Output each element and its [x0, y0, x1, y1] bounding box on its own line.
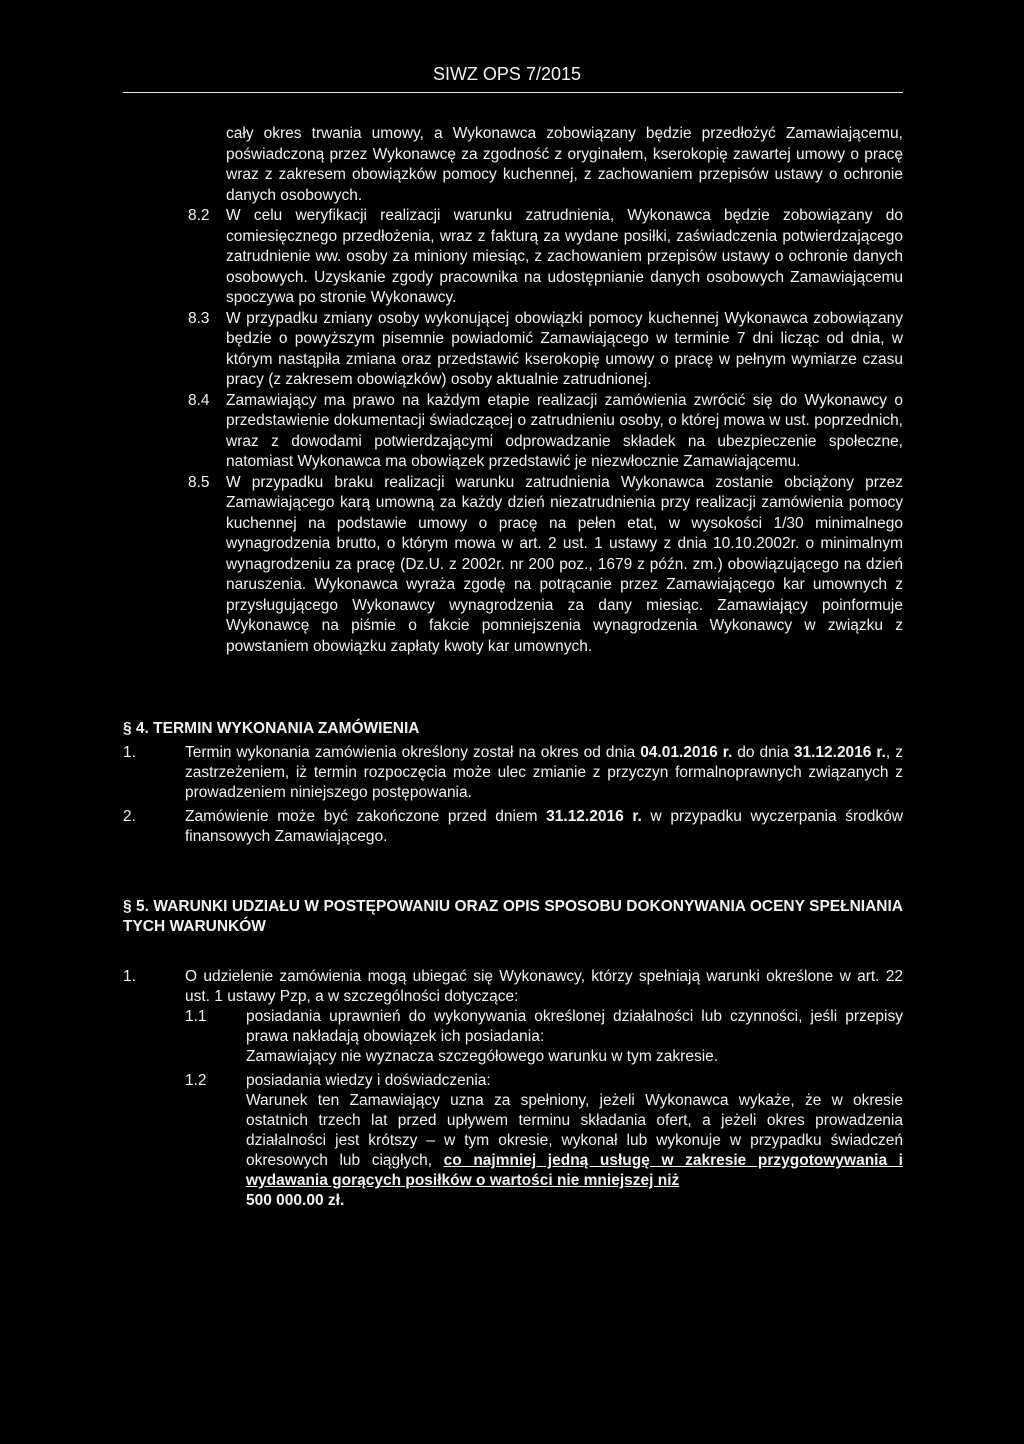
header-rule	[123, 92, 903, 93]
page-header	[123, 64, 903, 85]
item-text: Zamówienie może być zakończone przed dniem	[185, 808, 547, 825]
paragraph-number: 8.4	[188, 391, 210, 409]
paragraph-number: 8.5	[188, 473, 210, 491]
paragraph-text: W przypadku braku realizacji warunku zatrudnienia Wykonawca zostanie obciążony przez Zamawiającego karą umowną za każdy dzień niezatrudnienia przy realizacji zamówienia pomocy kuchennej na podstawie umowy o pracę na pełen etat, w wysokości 1/30 minimalnego wynagrodzenia brutto, o którym mowa w art. 2 ust. 1 ustawy z dnia 10.10.2002r. o minimalnym wynagrodzeniu za pracę (Dz.U. z 2002r. nr 200 poz., 1679 z późn. zm.) obowiązującego na dzień naruszenia. Wykonawca wyraża zgodę na potrącanie przez Zamawiającego kar umownych z przysługującego Wykonawcy wynagrodzenia za dany miesiąc. Zamawiający poinformuje Wykonawcę na piśmie o fakcie pomniejszenia wynagrodzenia Wykonawcy w związku z powstaniem obowiązku zapłaty kwoty kar umownych.	[226, 473, 903, 655]
item-text: O udzielenie zamówienia mogą ubiegać się Wykonawcy, którzy spełniają warunki określone w art. 22 ust. 1 ustawy Pzp, a w szczególności dotyczące:	[185, 968, 903, 1005]
paragraph-8-4	[123, 391, 903, 473]
section-5-subitem-1-2	[123, 1071, 903, 1211]
paragraph-text: W celu weryfikacji realizacji warunku zatrudnienia, Wykonawca będzie zobowiązany do comiesięcznego przedłożenia, wraz z fakturą za wydane posiłki, zaświadczenia potwierdzającego zatrudnienie ww. osoby za miniony miesiąc, z zachowaniem przepisów ustawy o ochronie danych osobowych. Uzyskanie zgody pracownika na udostępnianie danych osobowych Zamawiającemu spoczywa po stronie Wykonawcy.	[226, 207, 903, 306]
subitem-text: posiadania uprawnień do wykonywania określonej działalności lub czynności, jeśli przepisy prawa nakładają obowiązek ich posiadania:	[246, 1008, 903, 1045]
subitem-note: Zamawiający nie wyznacza szczegółowego warunku w tym zakresie.	[246, 1048, 719, 1065]
end-date: 31.12.2016 r.	[793, 744, 886, 761]
item-text: do dnia	[732, 744, 794, 761]
subitem-text: posiadania wiedzy i doświadczenia:	[246, 1072, 491, 1089]
document-body	[123, 124, 903, 1211]
minimum-amount: 500 000.00 zł.	[246, 1192, 345, 1209]
paragraph-number: 8.3	[188, 309, 210, 327]
section-5-subitem-1-1	[123, 1007, 903, 1067]
paragraph-8-2	[123, 206, 903, 309]
paragraph-text: W przypadku zmiany osoby wykonującej obowiązki pomocy kuchennej Wykonawca zobowiązany będzie o powyższym pisemnie powiadomić Zamawiającego w terminie 7 dni licząc od dnia, w którym nastąpiła zmiana oraz przedstawić kserokopię umowy o pracę w pełnym wymiarze czasu pracy (z zakresem obowiązków) osoby aktualnie zatrudnionej.	[226, 309, 903, 388]
section-5-title: § 5. WARUNKI UDZIAŁU W POSTĘPOWANIU ORAZ OPIS SPOSOBU DOKONYWANIA OCENY SPEŁNIANIA TYCH WARUNKÓW	[123, 898, 903, 935]
section-5-item-1	[123, 967, 903, 1007]
paragraph-8-5	[123, 473, 903, 658]
section-4-title: § 4. TERMIN WYKONANIA ZAMÓWIENIA	[123, 720, 420, 737]
intro-paragraph	[123, 124, 903, 206]
subitem-number: 1.1	[185, 1008, 207, 1025]
section-4-item-2	[123, 807, 903, 847]
document-reference: SIWZ OPS 7/2015	[432, 64, 581, 84]
start-date: 04.01.2016 r.	[640, 744, 733, 761]
item-text: , z zastrzeżeniem, iż termin rozpoczęcia może ulec zmianie z przyczyn formalnoprawnych związanych z prowadzeniem niniejszego postępowania.	[185, 744, 903, 801]
condition-text: Warunek ten Zamawiający uzna za spełniony, jeżeli Wykonawca wykaże, że w okresie ostatnich trzech lat przed upływem terminu składania ofert, a jeżeli okres prowadzenia działalności jest krótszy – w tym okresie, wykonał lub wykonuje w przypadku świadczeń okresowych lub ciągłych,	[246, 1092, 903, 1169]
intro-text: cały okres trwania umowy, a Wykonawca zobowiązany będzie przedłożyć Zamawiającemu, poświadczoną przez Wykonawcę za zgodność z oryginałem, kserokopię zawartej umowy o pracę wraz z zakresem obowiązków pomocy kuchennej, z zachowaniem przepisów ustawy o ochronie danych osobowych.	[226, 125, 903, 204]
item-text: Termin wykonania zamówienia określony został na okres od dnia	[185, 744, 641, 761]
paragraph-number: 8.2	[188, 207, 210, 224]
subitem-number: 1.2	[185, 1072, 207, 1089]
section-4-item-1	[123, 743, 903, 803]
item-number: 1.	[123, 968, 136, 985]
condition-requirement: co najmniej jedną usługę w zakresie przygotowywania i wydawania gorących posiłków o wartości nie mniejszej niż	[246, 1152, 903, 1189]
paragraph-text: Zamawiający ma prawo na każdym etapie realizacji zamówienia zwrócić się do Wykonawcy o przedstawienie dokumentacji świadczącej o zatrudnieniu osoby, o której mowa w ust. poprzednich, wraz z dowodami potwierdzającymi odprowadzanie składek na ubezpieczenie społeczne, natomiast Wykonawca ma obowiązek przedstawić je niezwłocznie Zamawiającemu.	[226, 391, 903, 470]
item-number: 1.	[123, 744, 136, 761]
item-number: 2.	[123, 808, 136, 825]
item-text: w przypadku wyczerpania środków finansowych Zamawiającego.	[185, 808, 903, 845]
subitem-condition	[246, 1091, 903, 1211]
end-date: 31.12.2016 r.	[546, 808, 642, 825]
paragraph-8-3	[123, 309, 903, 391]
